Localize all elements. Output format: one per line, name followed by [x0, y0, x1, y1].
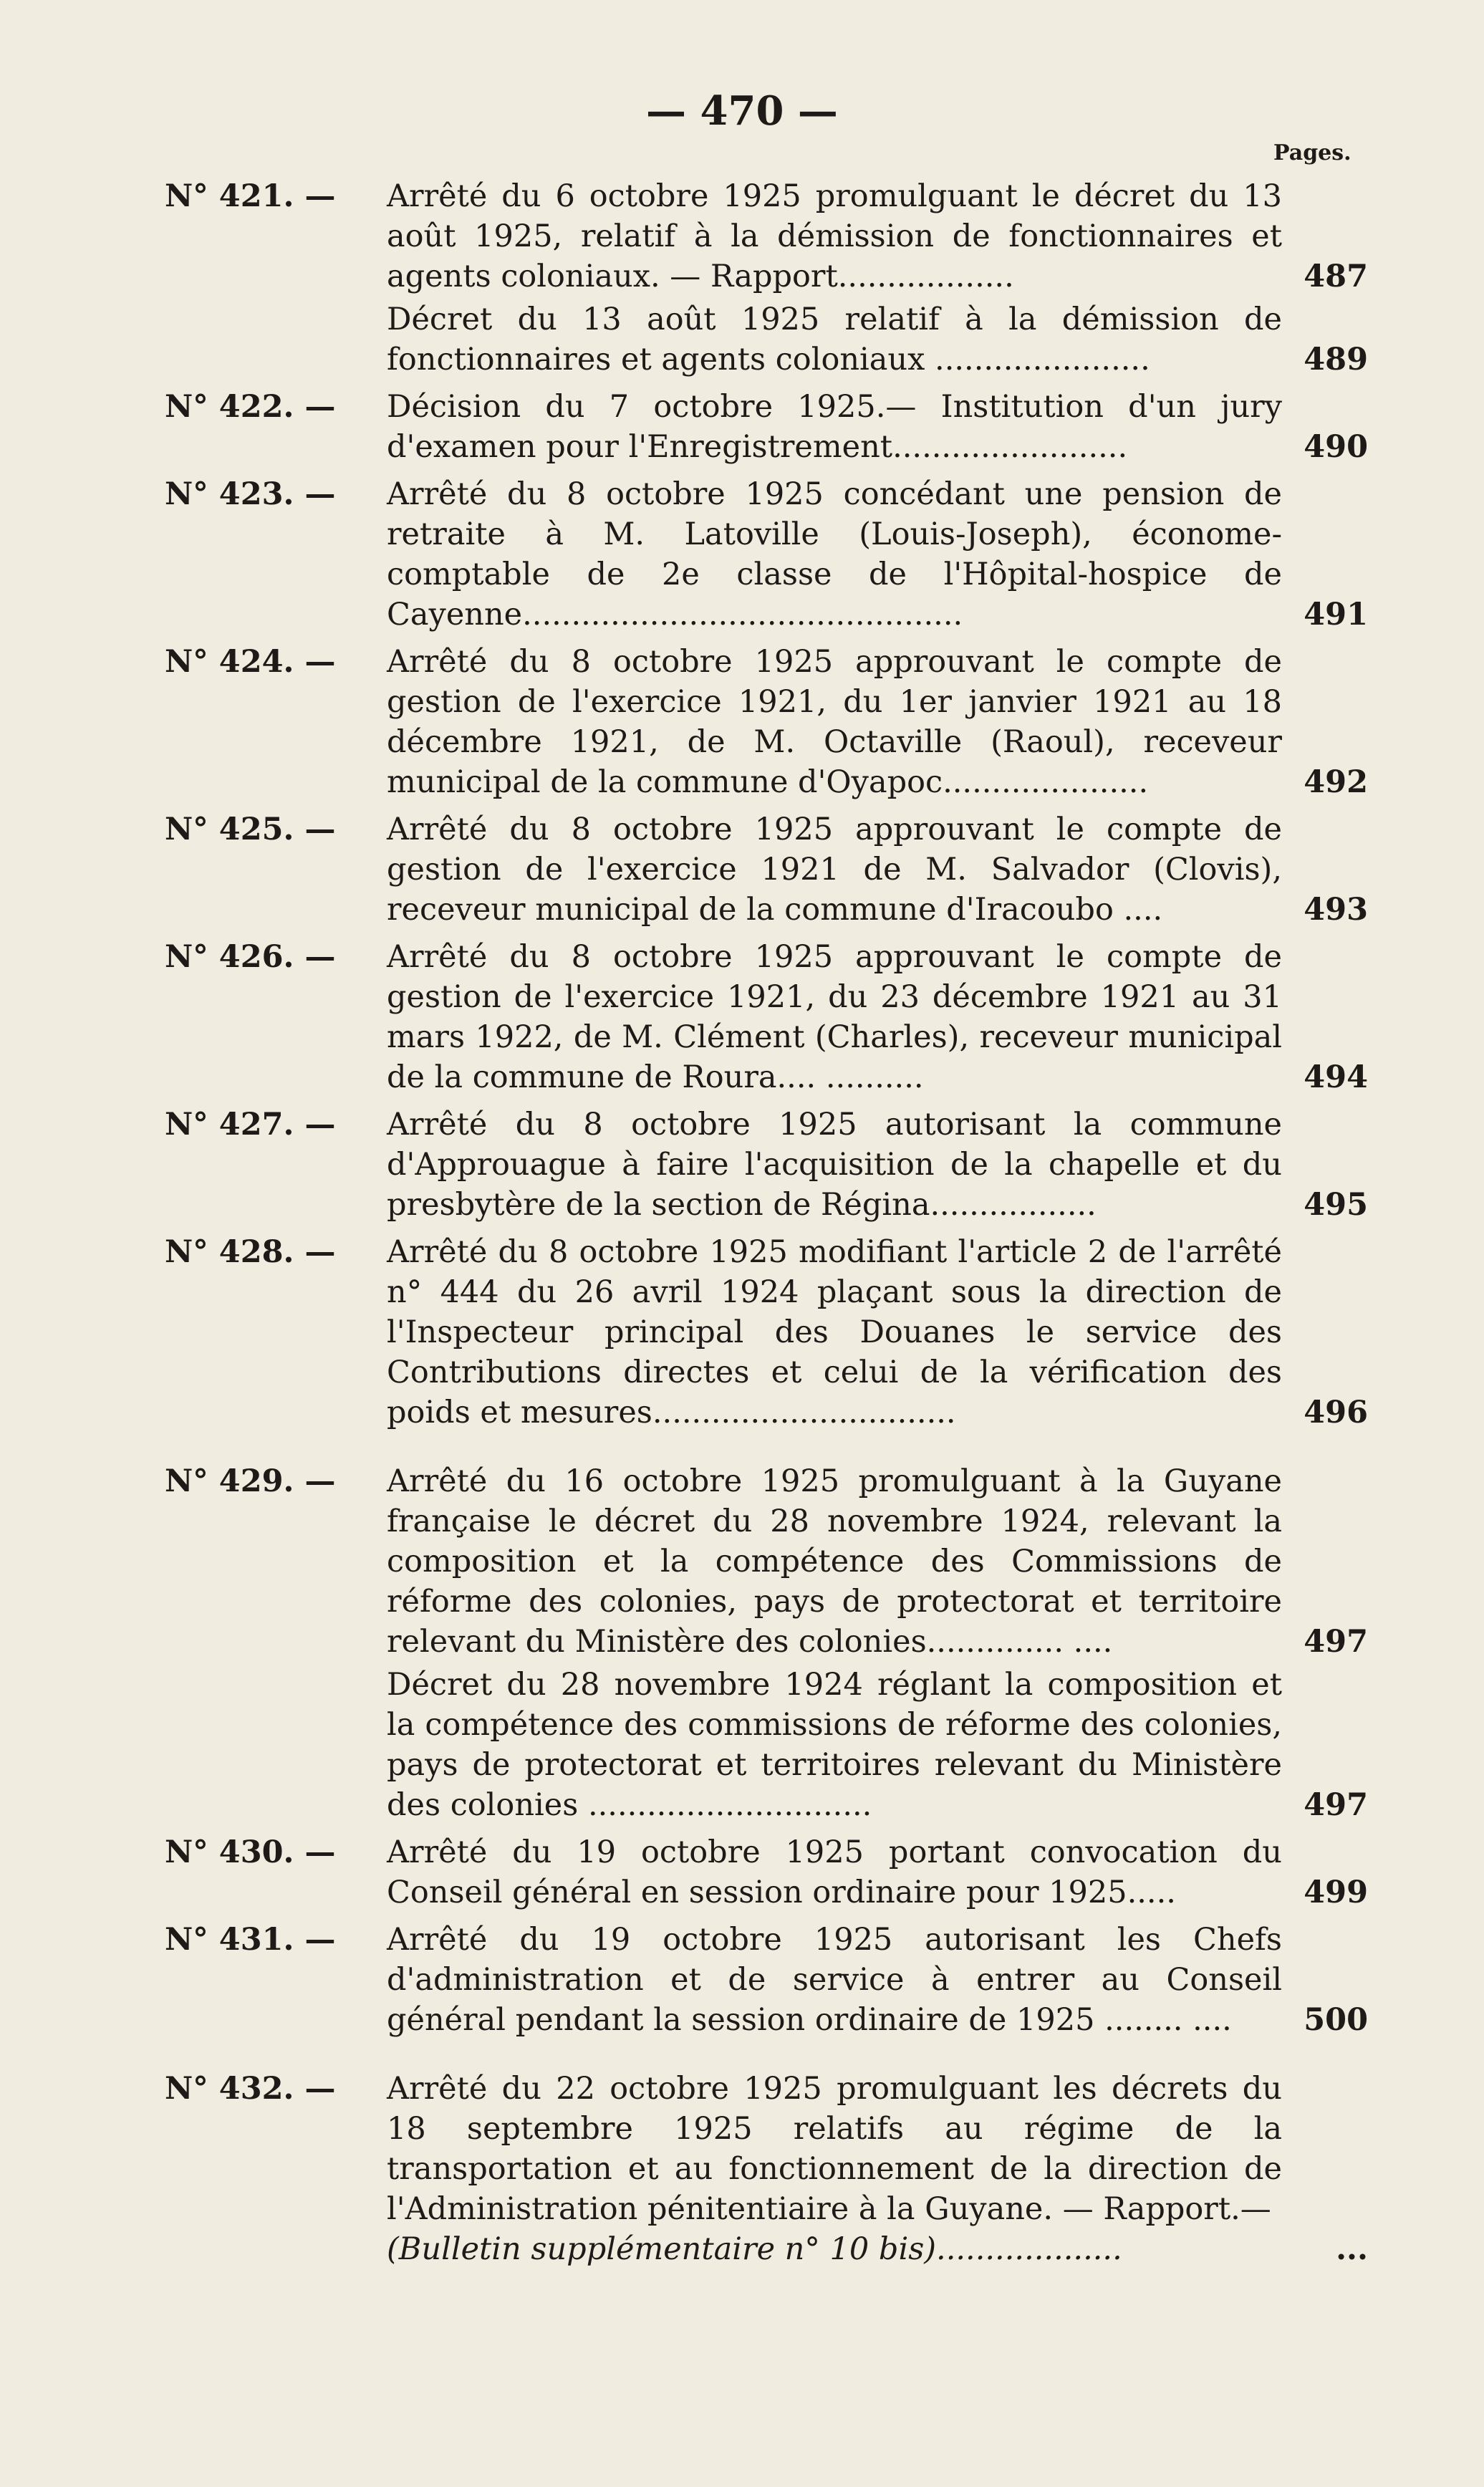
entry-segment: [387, 642, 1368, 802]
entry-segment: [387, 2229, 1368, 2269]
entry-number: N° 428. —: [165, 1234, 336, 1270]
entry-segment: [387, 176, 1368, 297]
entry-432: [165, 2069, 1368, 2269]
entry-425: [165, 809, 1368, 930]
entry-page: 489: [1304, 342, 1368, 377]
entry-text: (Bulletin supplémentaire n° 10 bis)...................: [387, 2231, 1122, 2267]
pages-column-label: Pages.: [1273, 140, 1352, 165]
entry-text: Arrêté du 19 octobre 1925 portant convocation du Conseil général en session ordinaire pour 1925.....: [387, 1834, 1282, 1910]
entry-number: N° 430. —: [165, 1834, 336, 1870]
entry-number: N° 432. —: [165, 2071, 336, 2107]
entry-segment: [387, 937, 1368, 1097]
entry-431: [165, 1920, 1368, 2040]
entry-page: 497: [1304, 1624, 1368, 1660]
entry-426: [165, 937, 1368, 1097]
entry-page: 496: [1304, 1395, 1368, 1430]
entry-number: N° 422. —: [165, 389, 336, 425]
entry-segment: [387, 474, 1368, 635]
entry-segment: [372, 1665, 1368, 1825]
entry-number: N° 431. —: [165, 1922, 336, 1958]
entry-page: 493: [1304, 892, 1368, 928]
entry-text: Arrêté du 16 octobre 1925 promulguant à la Guyane française le décret du 28 novembre 1924, relevant la composition et la compétence des Commissions de réforme des colonies, pays de protectorat et territoire relevant du Ministère des colonies.............. ....: [387, 1463, 1282, 1660]
entry-number: N° 426. —: [165, 939, 336, 975]
entry-segment: [387, 1105, 1368, 1225]
entry-segment: [387, 2069, 1368, 2229]
entry-421: [165, 176, 1368, 380]
entry-number: N° 425. —: [165, 812, 336, 847]
entry-page: 490: [1304, 429, 1368, 465]
entry-number: N° 423. —: [165, 476, 336, 512]
entry-page: 494: [1304, 1059, 1368, 1095]
entry-424: [165, 642, 1368, 802]
entry-segment: [387, 387, 1368, 467]
entry-text: Arrêté du 8 octobre 1925 approuvant le compte de gestion de l'exercice 1921 de M. Salvador (Clovis), receveur municipal de la commune d'Iracoubo ....: [387, 812, 1282, 928]
entry-page: ...: [1336, 2231, 1368, 2267]
entry-segment: [387, 1832, 1368, 1913]
entry-422: [165, 387, 1368, 467]
entry-page: 495: [1304, 1187, 1368, 1223]
entry-page: 499: [1304, 1875, 1368, 1910]
entry-number: N° 421. —: [165, 178, 336, 214]
entry-428: [165, 1232, 1368, 1433]
entry-429: [165, 1461, 1368, 1825]
entry-list: [165, 176, 1368, 2276]
entry-segment: [372, 299, 1368, 380]
entry-segment: [387, 1461, 1368, 1662]
entry-text: Arrêté du 6 octobre 1925 promulguant le décret du 13 août 1925, relatif à la démission de fonctionnaires et agents coloniaux. — Rapport..................: [387, 178, 1282, 294]
entry-segment: [387, 1920, 1368, 2040]
entry-number: N° 427. —: [165, 1107, 336, 1143]
entry-text: Décret du 13 août 1925 relatif à la démission de fonctionnaires et agents coloniaux ......................: [387, 302, 1282, 377]
entry-segment: [387, 809, 1368, 930]
entry-text: Arrêté du 8 octobre 1925 autorisant la commune d'Approuague à faire l'acquisition de la chapelle et du presbytère de la section de Régina.................: [387, 1107, 1282, 1223]
entry-text: Arrêté du 8 octobre 1925 approuvant le compte de gestion de l'exercice 1921, du 23 décembre 1921 au 31 mars 1922, de M. Clément (Charles), receveur municipal de la commune de Roura.... ..........: [387, 939, 1282, 1095]
entry-number: N° 424. —: [165, 644, 336, 680]
entry-text: Décision du 7 octobre 1925.— Institution d'un jury d'examen pour l'Enregistrement........................: [387, 389, 1282, 465]
entry-page: 497: [1304, 1787, 1368, 1823]
entry-page: 492: [1304, 764, 1368, 800]
entry-text: Arrêté du 8 octobre 1925 modifiant l'article 2 de l'arrêté n° 444 du 26 avril 1924 plaçant sous la direction de l'Inspecteur principal des Douanes le service des Contributions directes et celui de la vérification des poids et mesures...............................: [387, 1234, 1282, 1430]
page-number: — 470 —: [646, 87, 838, 135]
entry-segment: [387, 1232, 1368, 1433]
entry-427: [165, 1105, 1368, 1225]
entry-page: 491: [1304, 597, 1368, 632]
entry-number: N° 429. —: [165, 1463, 336, 1499]
entry-text: Arrêté du 22 octobre 1925 promulguant les décrets du 18 septembre 1925 relatifs au régime de la transportation et au fonctionnement de la direction de l'Administration pénitentiaire à la Guyane. — Rapport.—: [387, 2071, 1282, 2227]
entry-text: Arrêté du 8 octobre 1925 approuvant le compte de gestion de l'exercice 1921, du 1er janvier 1921 au 18 décembre 1921, de M. Octaville (Raoul), receveur municipal de la commune d'Oyapoc.....................: [387, 644, 1282, 800]
entry-430: [165, 1832, 1368, 1913]
entry-page: 500: [1304, 2002, 1368, 2038]
entry-text: Arrêté du 8 octobre 1925 concédant une pension de retraite à M. Latoville (Louis-Joseph), économe-comptable de 2e classe de l'Hôpital-hospice de Cayenne.............................................: [387, 476, 1282, 632]
entry-423: [165, 474, 1368, 635]
entry-text: Décret du 28 novembre 1924 réglant la composition et la compétence des commissions de réforme des colonies, pays de protectorat et territoires relevant du Ministère des colonies .............................: [387, 1667, 1282, 1823]
entry-text: Arrêté du 19 octobre 1925 autorisant les Chefs d'administration et de service à entrer au Conseil général pendant la session ordinaire de 1925 ........ ....: [387, 1922, 1282, 2038]
entry-page: 487: [1304, 259, 1368, 294]
